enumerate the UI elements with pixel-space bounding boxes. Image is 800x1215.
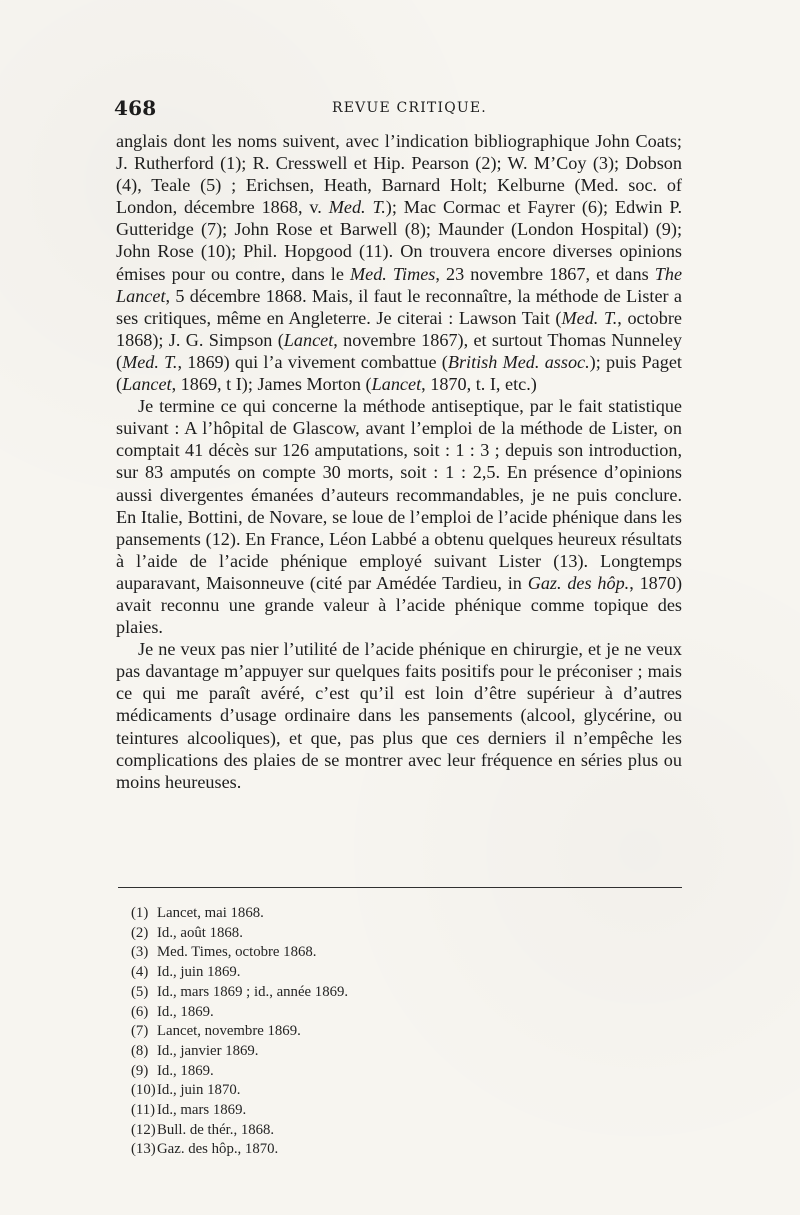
footnote-text: Id., janvier 1869. (157, 1042, 259, 1059)
footnote-item (131, 1003, 481, 1023)
footnote-label: (13) (131, 1141, 156, 1158)
footnote-label: (5) (131, 983, 149, 1000)
footnotes-list (131, 904, 481, 1160)
footnote-item (131, 1121, 481, 1141)
footnote-item (131, 904, 481, 924)
paragraph-1 (116, 130, 682, 395)
footnote-rule (118, 887, 682, 888)
footnote-label: (1) (131, 905, 149, 921)
footnote-text: Lancet, novembre 1869. (157, 1023, 301, 1040)
footnote-item (131, 1062, 481, 1082)
italic-citation: Med. T. (328, 197, 386, 218)
body-text-run: , 5 décembre 1868. Mais, il faut le reconnaître, la méthode de Lister a ses critiques, même en Angleterre. Je citerai : Lawson Tait ( (116, 285, 682, 328)
footnote-item (131, 943, 481, 963)
body-text-run: , octobre 1868); J. G. Simpson ( (116, 307, 682, 350)
footnote-label: (2) (131, 924, 149, 941)
body-text-run: , 1870) avait reconnu une grande valeur à l’acide phénique comme topique des plaies. (116, 572, 682, 638)
body-text-run: anglais dont les noms suivent, avec l’indication bibliographique John Coats; J. Rutherford (1); R. Cresswell et Hip. Pearson (2); W. M’Coy (3); Dobson (4), Teale (5) ; Erichsen, Heath, Barnard Holt; Kelburne (Med. soc. of London, décembre 1868, v. (116, 131, 682, 218)
italic-citation: The Lancet (116, 263, 683, 306)
footnote-text: Id., mars 1869 ; id., année 1869. (157, 983, 349, 1000)
footnote-label: (10) (131, 1082, 156, 1099)
footnote-text: Id., mars 1869. (157, 1102, 247, 1119)
italic-citation: Lancet (122, 374, 172, 395)
footnote-label: (6) (131, 1003, 149, 1020)
italic-citation: Med. T. (561, 307, 618, 328)
footnote-text: Gaz. des hôp., 1870. (157, 1141, 279, 1158)
body-text-run: ); puis Paget ( (116, 351, 682, 395)
footnote-label: (11) (131, 1102, 156, 1119)
footnote-label: (8) (131, 1042, 149, 1059)
footnote-item (131, 1022, 481, 1042)
main-text (116, 130, 682, 793)
footnote-item (131, 1140, 481, 1160)
footnote-label: (7) (131, 1023, 149, 1040)
page-header (114, 96, 686, 120)
italic-citation: Med. T. (122, 351, 178, 372)
body-text-run: ); Mac Cormac et Fayrer (6); Edwin P. Gutteridge (7); John Rose et Barwell (8); Maunder (London Hospital) (9); John Rose (10); Phil. Hopgood (11). On trouvera encore diverses opinions émises pour ou contre, dans le (116, 197, 682, 284)
footnote-text: Id., août 1868. (157, 924, 243, 941)
footnote-text: Id., juin 1869. (157, 964, 241, 981)
footnote-text: Id., 1869. (157, 1003, 214, 1020)
body-text-run: Je ne veux pas nier l’utilité de l’acide phénique en chirurgie, et je ne veux pas davantage m’appuyer sur quelques faits positifs pour le préconiser ; mais ce qui me paraît avéré, c’est qu’il est loin d’être supérieur à d’autres médicaments d’usage ordinaire dans les pansements (alcool, glycérine, ou teintures alcooliques), et que, pas plus que ces derniers il n’empêche les complications des plaies de se montrer avec leur fréquence en séries plus ou moins heureuses. (116, 639, 682, 792)
paragraph-2 (116, 395, 682, 638)
footnote-label: (3) (131, 944, 149, 961)
footnote-item (131, 1042, 481, 1062)
footnote-text: Med. Times, octobre 1868. (157, 944, 317, 961)
body-text-run: , 23 novembre 1867, et dans (435, 263, 655, 284)
body-text-run: , 1869) qui l’a vivement combattue ( (177, 351, 448, 372)
footnote-text: Id., 1869. (157, 1062, 214, 1079)
footnote-item (131, 963, 481, 983)
body-text-run: , novembre 1867), et surtout Thomas Nunneley ( (116, 329, 682, 372)
footnote-item (131, 1101, 481, 1121)
footnote-label: (12) (131, 1121, 156, 1138)
footnote-item (131, 983, 481, 1003)
footnote-text: Id., juin 1870. (157, 1082, 241, 1099)
italic-citation: Lancet (371, 374, 422, 395)
footnote-item (131, 1081, 481, 1101)
footnote-text: Bull. de thér., 1868. (157, 1121, 275, 1138)
footnote-text: Lancet, mai 1868. (157, 905, 264, 921)
italic-citation: British Med. assoc. (447, 351, 590, 372)
paragraph-3 (116, 638, 682, 793)
body-text-run: Je termine ce qui concerne la méthode antiseptique, par le fait statistique suivant : A l’hôpital de Glascow, avant l’emploi de la méthode de Lister, on comptait 41 décès sur 126 amputations, soit : 1 : 3 ; depuis son introduction, sur 83 amputés on compte 30 morts, soit : 1 : 2,5. En présence d’opinions aussi divergentes émanées d’auteurs recommandables, je ne puis conclure. En Italie, Bottini, de Novare, se loue de l’emploi de l’acide phénique dans les pansements (12). En France, Léon Labbé a obtenu quelques heureux résultats à l’aide de l’acide phénique employé suivant Lister (13). Longtemps auparavant, Maisonneuve (cité par Amédée Tardieu, in (116, 396, 682, 593)
italic-citation: Gaz. des hôp. (527, 572, 630, 593)
page-number: 468 (114, 96, 157, 120)
italic-citation: Med. Times (349, 263, 436, 284)
body-text-run: , 1870, t. I, etc.) (421, 374, 537, 395)
body-text-run: , 1869, t I); James Morton ( (171, 374, 372, 395)
footnote-item (131, 924, 481, 944)
italic-citation: Lancet (283, 329, 334, 350)
running-head: REVUE CRITIQUE. (332, 100, 487, 116)
footnote-label: (9) (131, 1062, 149, 1079)
footnote-label: (4) (131, 964, 149, 981)
